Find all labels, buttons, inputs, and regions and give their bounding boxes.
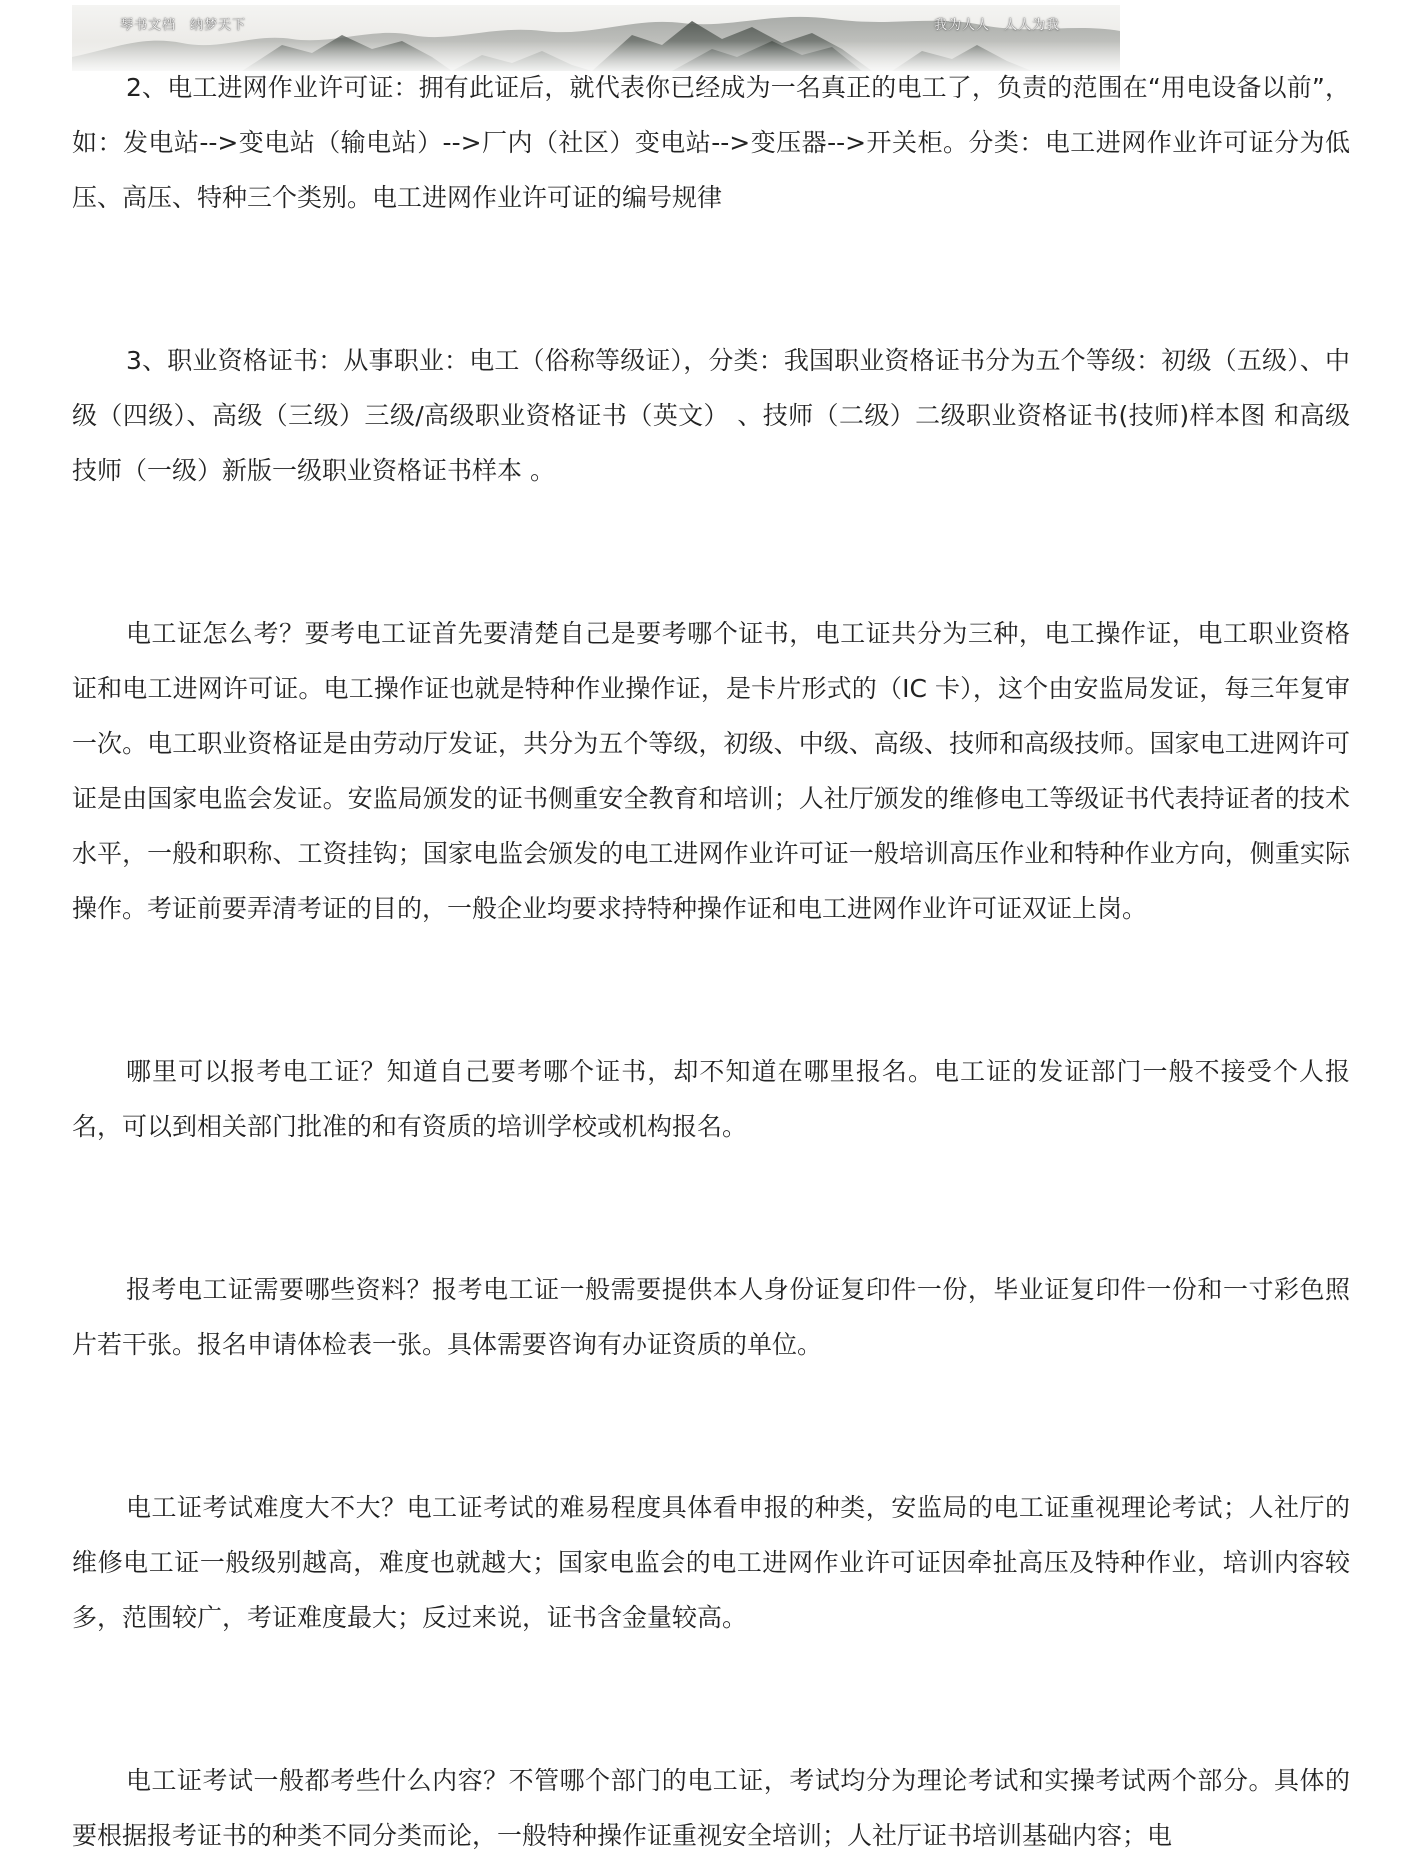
paragraph-how-to-take-exam: 电工证怎么考？要考电工证首先要清楚自己是要考哪个证书，电工证共分为三种，电工操作证，电工职业资格证和电工进网许可证。电工操作证也就是特种作业操作证，是卡片形式的（IC 卡），这个由安监局发证，每三年复审一次。电工职业资格证是由劳动厅发证，共分为五个等级，初级、中级、高级、技师和高级技师。国家电工进网许可证是由国家电监会发证。安监局颁发的证书侧重安全教育和培训；人社厅颁发的维修电工等级证书代表持证者的技术水平，一般和职称、工资挂钩；国家电监会颁发的电工进网作业许可证一般培训高压作业和特种作业方向，侧重实际操作。考证前要弄清考证的目的，一般企业均要求持特种操作证和电工进网作业许可证双证上岗。 xyxy=(72,619,1350,923)
paragraph-gap xyxy=(72,225,1350,333)
paragraph-vocational-certificate: 3、职业资格证书：从事职业：电工（俗称等级证），分类：我国职业资格证书分为五个等级：初级（五级）、中级（四级）、高级（三级）三级/高级职业资格证书（英文） 、技师（二级）二级职业资格证书(技师)样本图 和高级技师（一级）新版一级职业资格证书样本 。 xyxy=(72,346,1350,485)
paragraph-where-to-register: 哪里可以报考电工证？知道自己要考哪个证书，却不知道在哪里报名。电工证的发证部门一般不接受个人报名，可以到相关部门批准的和有资质的培训学校或机构报名。 xyxy=(72,1057,1350,1141)
article-body xyxy=(72,60,1350,1863)
paragraph-gap xyxy=(72,1154,1350,1262)
paragraph-gap xyxy=(72,1372,1350,1480)
paragraph-exam-content: 电工证考试一般都考些什么内容？不管哪个部门的电工证，考试均分为理论考试和实操考试两个部分。具体的要根据报考证书的种类不同分类而论，一般特种操作证重视安全培训；人社厅证书培训基础内容；电 xyxy=(72,1766,1350,1850)
paragraph-grid-access-permit: 2、电工进网作业许可证：拥有此证后，就代表你已经成为一名真正的电工了，负责的范围在“用电设备以前”，如：发电站-->变电站（输电站）-->厂内（社区）变电站-->变压器-->开关柜。分类：电工进网作业许可证分为低压、高压、特种三个类别。电工进网作业许可证的编号规律 xyxy=(72,73,1350,212)
paragraph-gap xyxy=(72,1645,1350,1753)
paragraph-gap xyxy=(72,498,1350,606)
paragraph-gap xyxy=(72,936,1350,1044)
banner-slogan-left: 琴书文档 纳梦天下 xyxy=(120,18,247,33)
paragraph-exam-difficulty: 电工证考试难度大不大？电工证考试的难易程度具体看申报的种类，安监局的电工证重视理论考试；人社厅的维修电工证一般级别越高，难度也就越大；国家电监会的电工进网作业许可证因牵扯高压及特种作业，培训内容较多，范围较广，考证难度最大；反过来说，证书含金量较高。 xyxy=(72,1493,1350,1632)
paragraph-required-documents: 报考电工证需要哪些资料？报考电工证一般需要提供本人身份证复印件一份，毕业证复印件一份和一寸彩色照片若干张。报名申请体检表一张。具体需要咨询有办证资质的单位。 xyxy=(72,1275,1350,1359)
banner-slogan-right: 我为人人 人人为我 xyxy=(933,18,1060,33)
